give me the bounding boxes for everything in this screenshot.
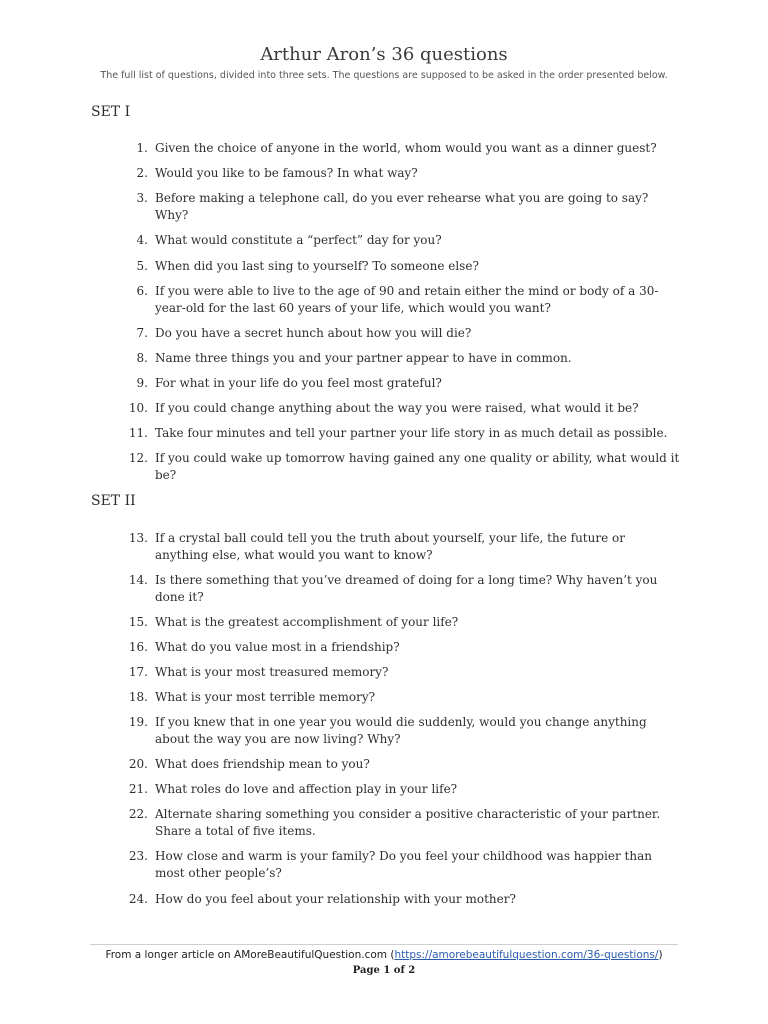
question-number: 16. (128, 640, 148, 654)
question-text: What roles do love and affection play in your life? (155, 782, 458, 796)
question-text: For what in your life do you feel most grateful? (155, 376, 442, 390)
question-number: 6. (136, 284, 148, 298)
question-text: If a crystal ball could tell you the truth about yourself, your life, the future or anything else, what would you want to know? (155, 531, 625, 562)
question-number: 5. (136, 259, 148, 273)
question-number: 20. (128, 757, 148, 771)
footer-suffix: ) (658, 949, 663, 961)
question-number: 2. (136, 166, 148, 180)
question-text: Name three things you and your partner appear to have in common. (155, 351, 572, 365)
question-text: What does friendship mean to you? (155, 757, 370, 771)
question-number: 22. (128, 807, 148, 821)
question-text: Before making a telephone call, do you ever rehearse what you are going to say? Why? (155, 191, 649, 222)
question-text: Alternate sharing something you consider a positive characteristic of your partner. Share a total of five items. (155, 807, 661, 838)
question-text: Is there something that you’ve dreamed of doing for a long time? Why haven’t you done it? (155, 573, 658, 604)
question-number: 3. (136, 191, 148, 205)
question-text: How do you feel about your relationship with your mother? (155, 892, 516, 906)
question-number: 13. (128, 531, 148, 545)
document-subtitle: The full list of questions, divided into three sets. The questions are supposed to be asked in the order presented below. (100, 70, 668, 81)
question-text: If you could change anything about the way you were raised, what would it be? (155, 401, 639, 415)
question-text: If you knew that in one year you would die suddenly, would you change anything about the way you are now living? Why? (155, 715, 647, 746)
footer-prefix: From a longer article on AMoreBeautifulQuestion.com ( (105, 949, 395, 961)
question-number: 17. (128, 665, 148, 679)
question-text: Take four minutes and tell your partner your life story in as much detail as possible. (155, 426, 668, 440)
question-number: 11. (128, 426, 148, 440)
footer-divider (90, 944, 678, 945)
question-text: Do you have a secret hunch about how you will die? (155, 326, 472, 340)
document-title: Arthur Aron’s 36 questions (260, 44, 508, 65)
set-heading: SET II (91, 493, 136, 509)
question-number: 23. (128, 849, 148, 863)
question-number: 8. (136, 351, 148, 365)
footer-source (0, 949, 768, 961)
question-text: What is the greatest accomplishment of your life? (155, 615, 459, 629)
question-number: 18. (128, 690, 148, 704)
question-number: 12. (128, 451, 148, 465)
question-text: What is your most terrible memory? (155, 690, 376, 704)
question-text: Would you like to be famous? In what way? (155, 166, 418, 180)
question-number: 14. (128, 573, 148, 587)
question-number: 1. (136, 141, 148, 155)
question-number: 19. (128, 715, 148, 729)
question-text: What is your most treasured memory? (155, 665, 389, 679)
question-text: When did you last sing to yourself? To someone else? (155, 259, 479, 273)
article-link[interactable]: https://amorebeautifulquestion.com/36-questions/ (394, 949, 659, 961)
question-number: 7. (136, 326, 148, 340)
set-heading: SET I (91, 104, 131, 120)
question-number: 24. (128, 892, 148, 906)
question-text: What do you value most in a friendship? (155, 640, 400, 654)
question-number: 21. (128, 782, 148, 796)
question-number: 9. (136, 376, 148, 390)
question-text: What would constitute a “perfect” day for you? (155, 233, 442, 247)
question-number: 4. (136, 233, 148, 247)
question-text: If you were able to live to the age of 90 and retain either the mind or body of a 30-year-old for the last 60 years of your life, which would you want? (155, 284, 659, 315)
page-number: Page 1 of 2 (352, 965, 416, 976)
question-number: 15. (128, 615, 148, 629)
question-number: 10. (128, 401, 148, 415)
question-text: How close and warm is your family? Do you feel your childhood was happier than most other people’s? (155, 849, 652, 880)
question-text: Given the choice of anyone in the world, whom would you want as a dinner guest? (155, 141, 657, 155)
question-text: If you could wake up tomorrow having gained any one quality or ability, what would it be? (155, 451, 680, 482)
